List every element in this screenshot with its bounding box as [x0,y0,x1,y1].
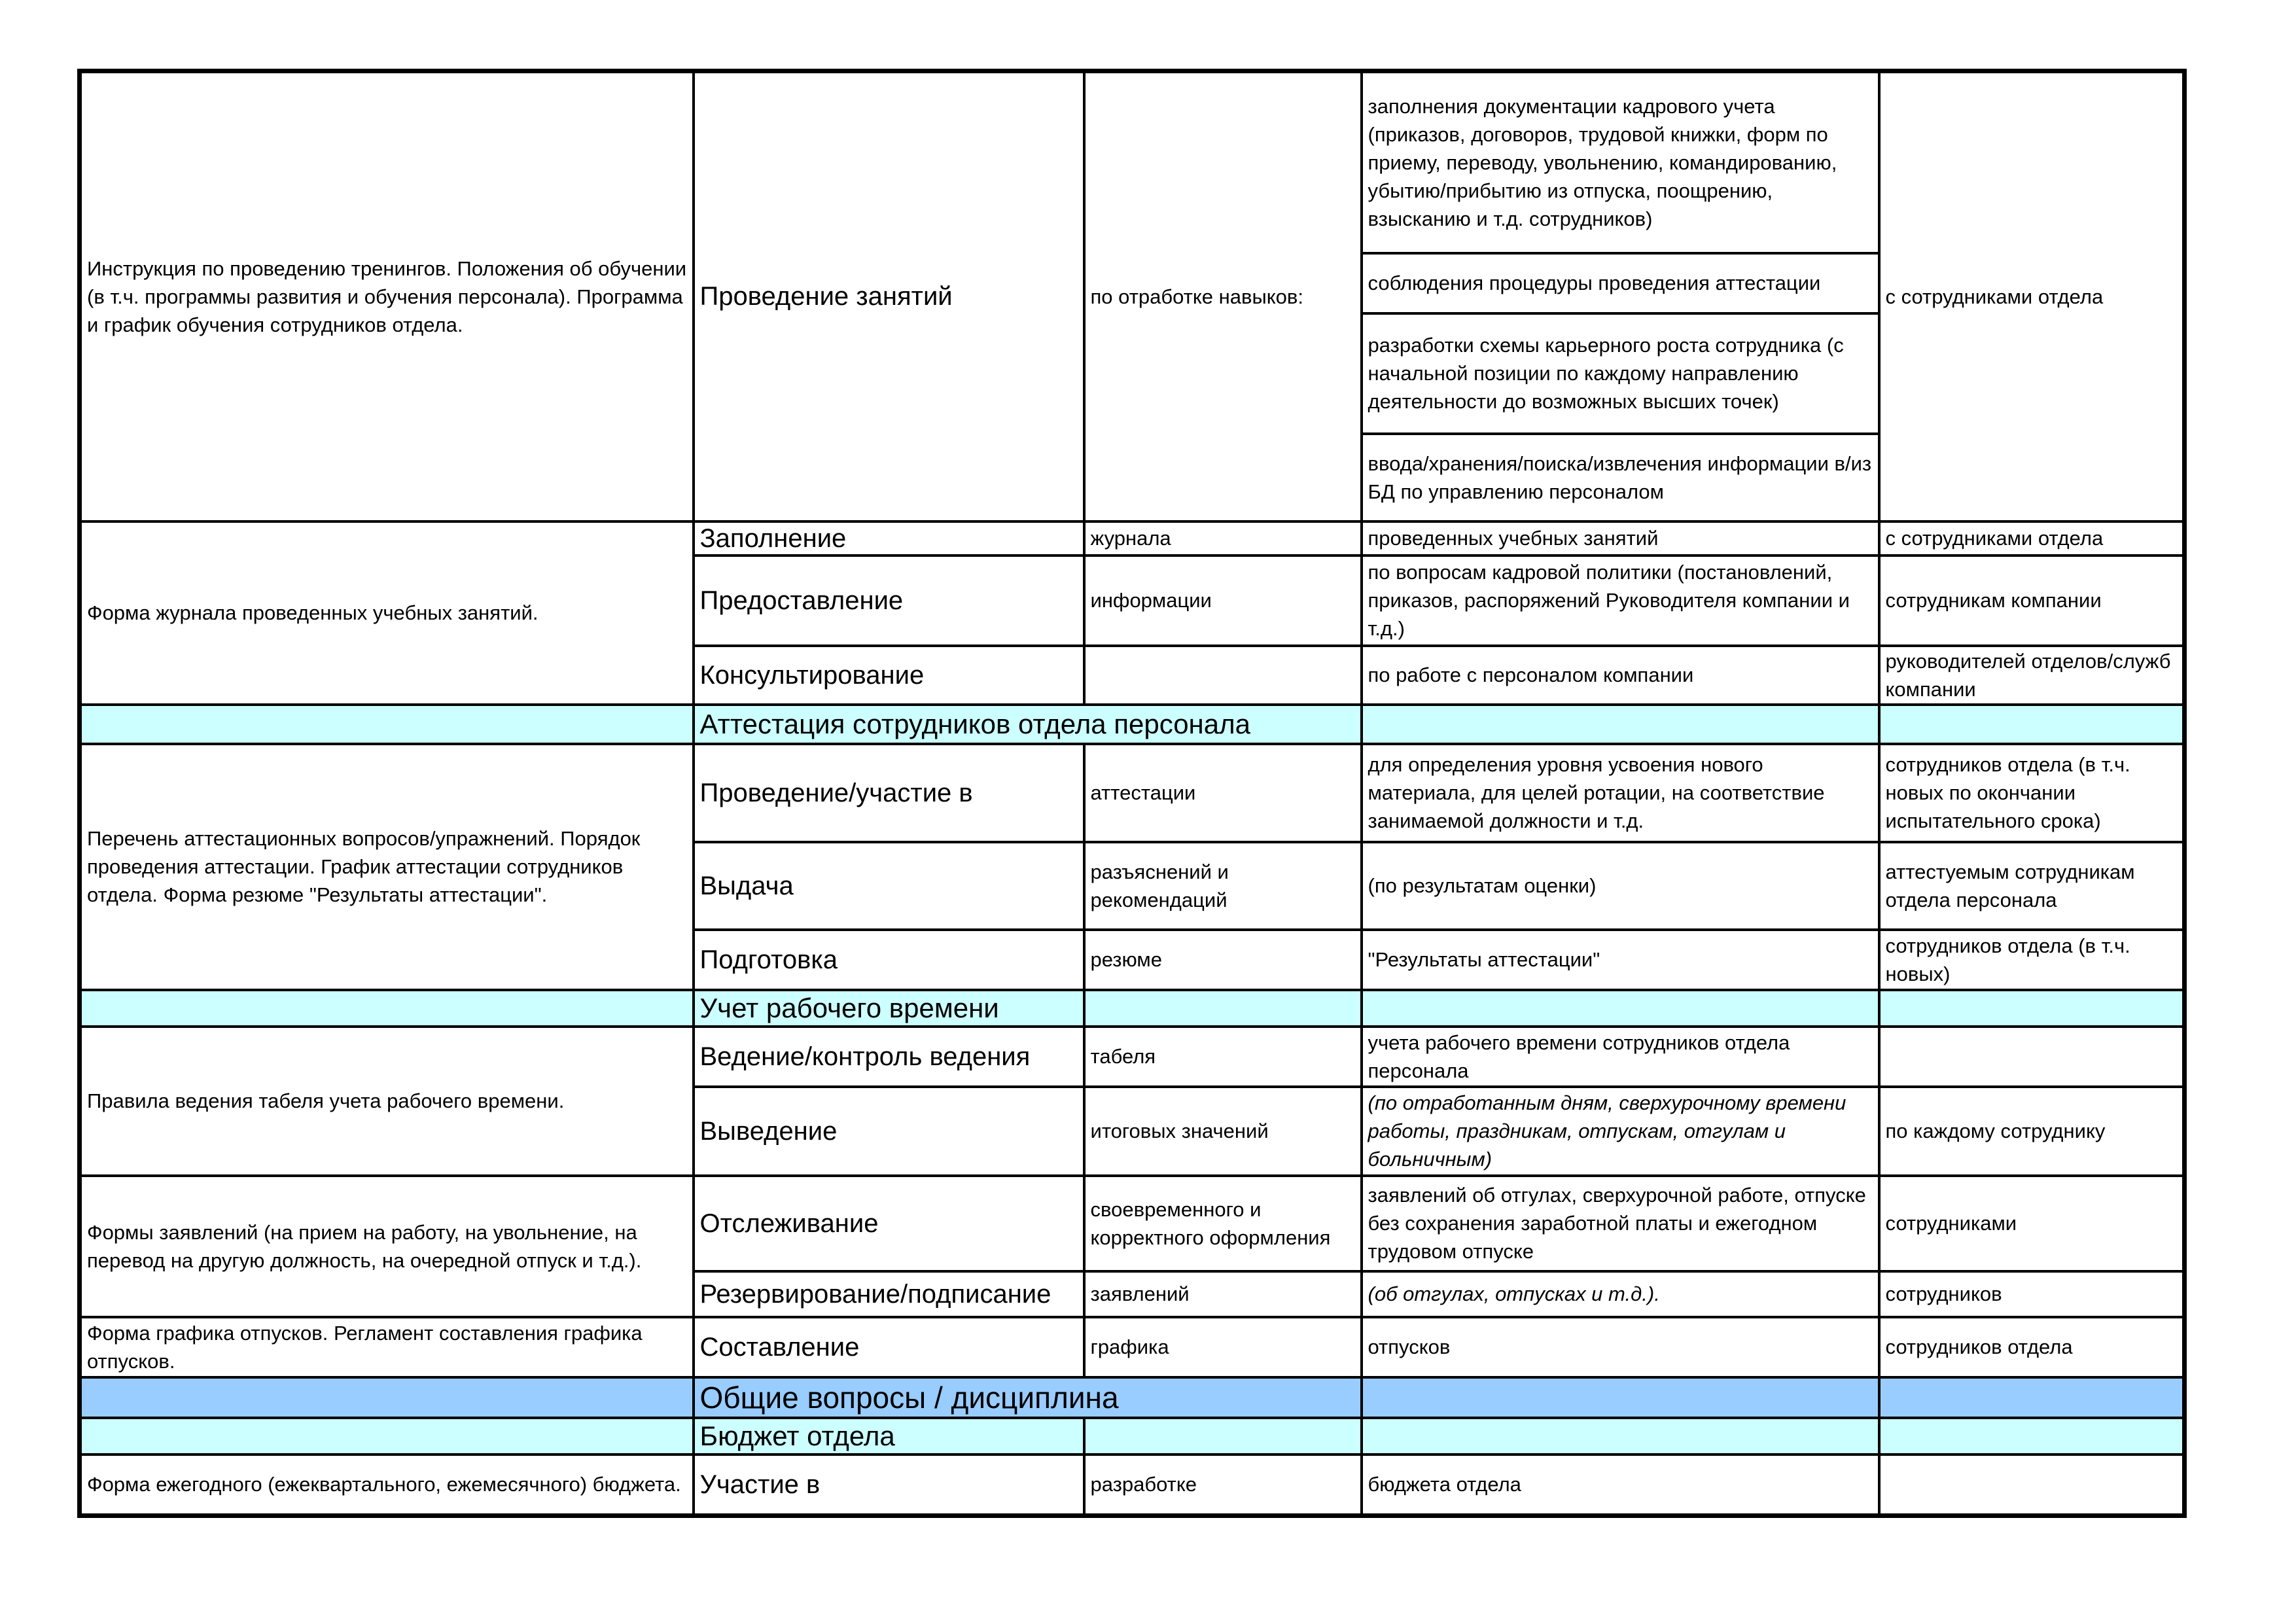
object-cell: табеля [1084,1027,1362,1087]
doc-cell: Форма графика отпусков. Регламент составления графика отпусков. [80,1317,694,1377]
action-cell: Проведение/участие в [694,744,1084,842]
action-cell: Подготовка [694,930,1084,990]
doc-cell: Форма ежегодного (ежеквартального, ежемесячного) бюджета. [80,1455,694,1516]
target-cell: сотрудникам компании [1879,555,2185,646]
detail-cell: бюджета отдела [1362,1455,1879,1516]
section-spacer [1879,705,2185,744]
object-cell: разъяснений и рекомендаций [1084,842,1362,930]
detail-cell: ввода/хранения/поиска/извлечения информации в/из БД по управлению персоналом [1362,434,1879,521]
section-row [80,1418,2185,1455]
detail-cell: заявлений об отгулах, сверхурочной работе, отпуске без сохранения заработной платы и ежегодном трудовом отпуске [1362,1176,1879,1271]
doc-cell: Перечень аттестационных вопросов/упражнений. Порядок проведения аттестации. График аттестации сотрудников отдела. Форма резюме "Результаты аттестации". [80,744,694,990]
duties-table [77,69,2187,1518]
section-title: Бюджет отдела [694,1418,1084,1455]
detail-cell: проведенных учебных занятий [1362,521,1879,555]
object-cell: резюме [1084,930,1362,990]
table-row [80,744,2185,842]
section-spacer [80,1418,694,1455]
doc-cell: Правила ведения табеля учета рабочего времени. [80,1027,694,1176]
target-cell [1879,1455,2185,1516]
detail-cell: "Результаты аттестации" [1362,930,1879,990]
object-cell: журнала [1084,521,1362,555]
table-row [80,1176,2185,1271]
object-cell [1084,646,1362,705]
target-cell [1879,1027,2185,1087]
table-row [80,1455,2185,1516]
section-spacer [80,705,694,744]
section-title: Аттестация сотрудников отдела персонала [694,705,1362,744]
table-row [80,521,2185,555]
target-cell: сотрудников отдела (в т.ч. новых) [1879,930,2185,990]
object-cell: итоговых значений [1084,1087,1362,1176]
section-spacer [1084,990,1362,1027]
section-spacer [80,1377,694,1418]
detail-cell: для определения уровня усвоения нового материала, для целей ротации, на соответствие занимаемой должности и т.д. [1362,744,1879,842]
section-row [80,1377,2185,1418]
section-spacer [1362,1377,1879,1418]
action-cell: Предоставление [694,555,1084,646]
section-title: Учет рабочего времени [694,990,1084,1027]
object-cell: аттестации [1084,744,1362,842]
action-cell: Резервирование/подписание [694,1271,1084,1317]
detail-cell: (об отгулах, отпусках и т.д.). [1362,1271,1879,1317]
target-cell: сотрудников отдела [1879,1317,2185,1377]
target-cell: сотрудников [1879,1271,2185,1317]
section-spacer [1084,1418,1362,1455]
target-cell: по каждому сотруднику [1879,1087,2185,1176]
section-spacer [80,990,694,1027]
target-cell: с сотрудниками отдела [1879,521,2185,555]
action-cell: Проведение занятий [694,71,1084,521]
action-cell: Ведение/контроль ведения [694,1027,1084,1087]
detail-cell: разработки схемы карьерного роста сотрудника (с начальной позиции по каждому направлению деятельности до возможных высших точек) [1362,313,1879,434]
object-cell: разработке [1084,1455,1362,1516]
action-cell: Отслеживание [694,1176,1084,1271]
table-row [80,1317,2185,1377]
target-cell: руководителей отделов/служб компании [1879,646,2185,705]
detail-cell: (по результатам оценки) [1362,842,1879,930]
target-cell: сотрудниками [1879,1176,2185,1271]
detail-cell: заполнения документации кадрового учета (приказов, договоров, трудовой книжки, форм по приему, переводу, увольнению, командированию, убытию/прибытию из отпуска, поощрению, взысканию и т.д. сотрудников) [1362,71,1879,253]
section-spacer [1362,1418,1879,1455]
doc-cell: Инструкция по проведению тренингов. Положения об обучении (в т.ч. программы развития и обучения персонала). Программа и график обучения сотрудников отдела. [80,71,694,521]
table-row [80,71,2185,253]
detail-cell: учета рабочего времени сотрудников отдела персонала [1362,1027,1879,1087]
detail-cell: по работе с персоналом компании [1362,646,1879,705]
section-spacer [1879,1377,2185,1418]
action-cell: Составление [694,1317,1084,1377]
object-cell: графика [1084,1317,1362,1377]
action-cell: Заполнение [694,521,1084,555]
section-spacer [1879,1418,2185,1455]
action-cell: Участие в [694,1455,1084,1516]
section-row [80,705,2185,744]
target-cell: аттестуемым сотрудникам отдела персонала [1879,842,2185,930]
doc-cell: Формы заявлений (на прием на работу, на увольнение, на перевод на другую должность, на очередной отпуск и т.д.). [80,1176,694,1317]
object-cell: информации [1084,555,1362,646]
table-row [80,1027,2185,1087]
detail-cell: отпусков [1362,1317,1879,1377]
detail-cell: по вопросам кадровой политики (постановлений, приказов, распоряжений Руководителя компании и т.д.) [1362,555,1879,646]
section-spacer [1879,990,2185,1027]
detail-cell: (по отработанным дням, сверхурочному времени работы, праздникам, отпускам, отгулам и больничным) [1362,1087,1879,1176]
section-title: Общие вопросы / дисциплина [694,1377,1362,1418]
target-cell: с сотрудниками отдела [1879,71,2185,521]
action-cell: Выдача [694,842,1084,930]
object-cell: своевременного и корректного оформления [1084,1176,1362,1271]
action-cell: Консультирование [694,646,1084,705]
object-cell: по отработке навыков: [1084,71,1362,521]
object-cell: заявлений [1084,1271,1362,1317]
target-cell: сотрудников отдела (в т.ч. новых по окончании испытательного срока) [1879,744,2185,842]
detail-cell: соблюдения процедуры проведения аттестации [1362,253,1879,313]
section-spacer [1362,705,1879,744]
section-spacer [1362,990,1879,1027]
doc-cell: Форма журнала проведенных учебных занятий. [80,521,694,705]
section-row [80,990,2185,1027]
action-cell: Выведение [694,1087,1084,1176]
